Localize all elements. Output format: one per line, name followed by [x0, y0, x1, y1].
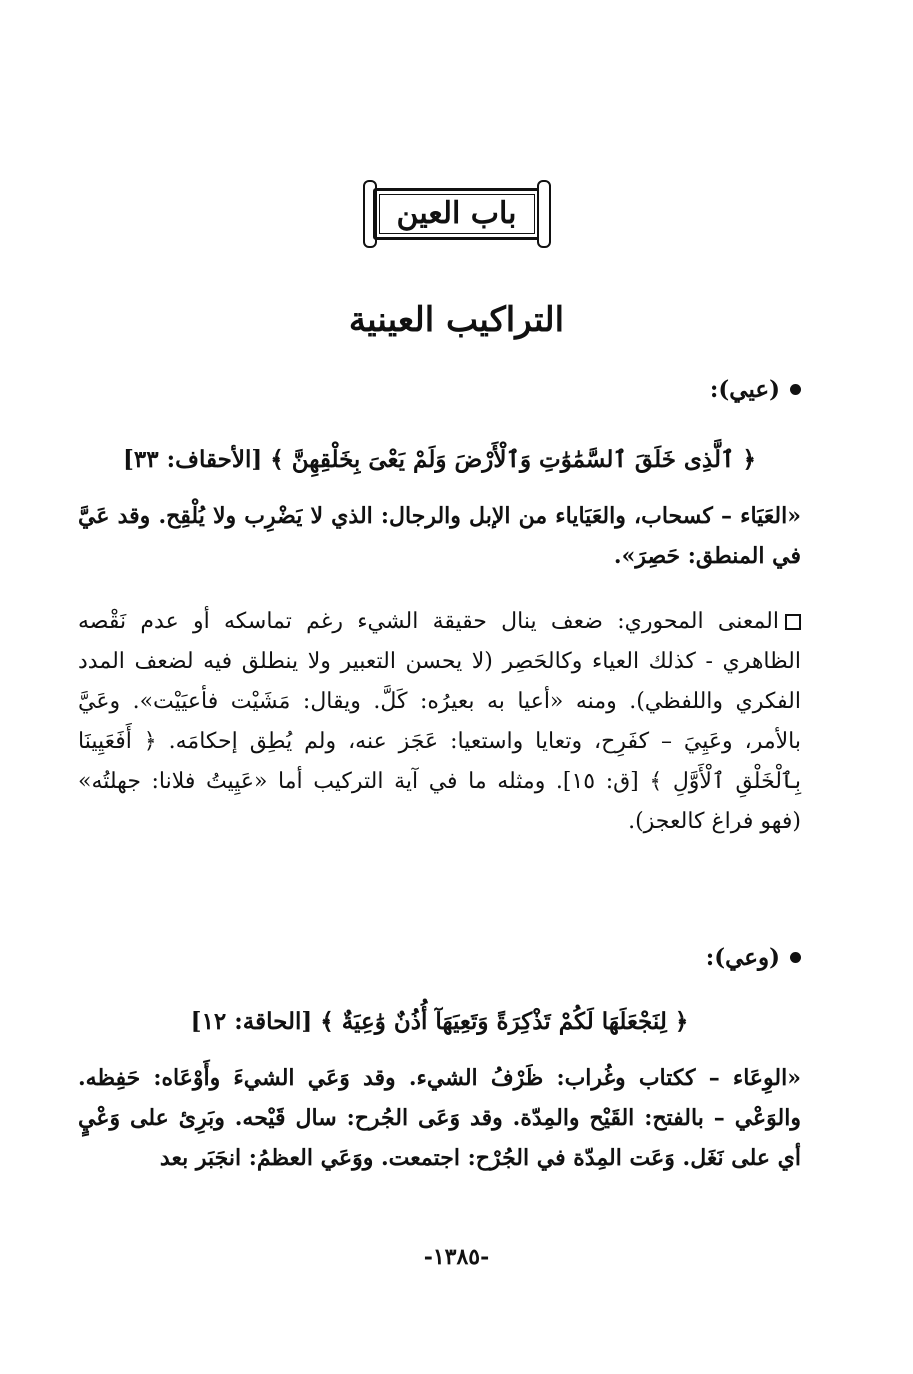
entry-1-title: (عيي): — [709, 376, 780, 403]
entry-head-2 — [706, 944, 801, 971]
entry-1-meaning-paragraph — [78, 602, 801, 842]
entry-1-meaning-block — [78, 602, 801, 842]
bullet-icon — [790, 952, 801, 963]
chapter-banner-wrap — [0, 178, 913, 250]
entry-1-quote: «العَيَاء – كسحاب، والعَيَاياء من الإبل والرجال: الذي لا يَضْرِب ولا يُلْقِح. وقد عَيَّ في المنطق: حَصِرَ». — [78, 503, 801, 569]
scroll-roll-right-icon — [537, 180, 551, 248]
chapter-title: باب العين — [396, 196, 517, 231]
chapter-banner — [359, 178, 555, 250]
section-title: التراكيب العينية — [348, 300, 565, 340]
entry-1-meaning: المعنى المحوري: ضعف ينال حقيقة الشيء رغم تماسكه أو عدم نَقْصه الظاهري - كذلك العياء وكالحَصِر (لا يحسن التعبير ولا ينطلق فيه لضعف المدد الفكري واللفظي). ومنه «أعيا به بعيرُه: كَلَّ. ويقال: مَشَيْت فأعيَيْت». وعَيَّ بالأمر، وعَيِيَ – كفَرِح، وتعايا واستعيا: عَجَز عنه، ولم يُطِق إحكامَه. ﴿ أَفَعَيِينَا بِٱلْخَلْقِ ٱلْأَوَّلِ ﴾ [ق: ١٥]. ومثله ما في آية التركيب أما «عَيِيتُ فلانا: جهلتُه» (فهو فراغ كالعجز). — [78, 609, 801, 834]
bullet-icon — [790, 384, 801, 395]
page-number: -١٣٨٥- — [423, 1244, 490, 1270]
entry-1-verse: ﴿ ٱلَّذِى خَلَقَ ٱلسَّمَٰوَٰتِ وَٱلْأَرْضَ وَلَمْ يَعْىَ بِخَلْقِهِنَّ ﴾ [الأحقاف: ٣٣] — [123, 446, 756, 473]
entry-2-quote-block — [78, 1058, 801, 1178]
entry-2-title: (وعي): — [705, 944, 780, 971]
square-box-icon — [785, 614, 801, 630]
entry-2-quote: «الوِعَاء – ككتاب وغُراب: ظَرْفُ الشيء. وقد وَعَي الشيءَ وأَوْعَاه: حَفِظه. والوَعْي – بالفتح: القَيْح والمِدّة. وقد وَعَى الجُرح: سال قَيْحه. وبَرِئ على وَعْيٍ أي على نَغَل. وَعَت المِدّة في الجُرْح: اجتمعت. ووَعَي العظمُ: انجَبَر بعد — [78, 1065, 801, 1171]
entry-head-1 — [710, 376, 801, 403]
entry-2-verse: ﴿ لِنَجْعَلَهَا لَكُمْ تَذْكِرَةً وَتَعِيَهَآ أُذُنٌ وَٰعِيَةٌ ﴾ [الحاقة: ١٢] — [190, 1008, 689, 1035]
entry-1-quote-block — [78, 496, 801, 576]
